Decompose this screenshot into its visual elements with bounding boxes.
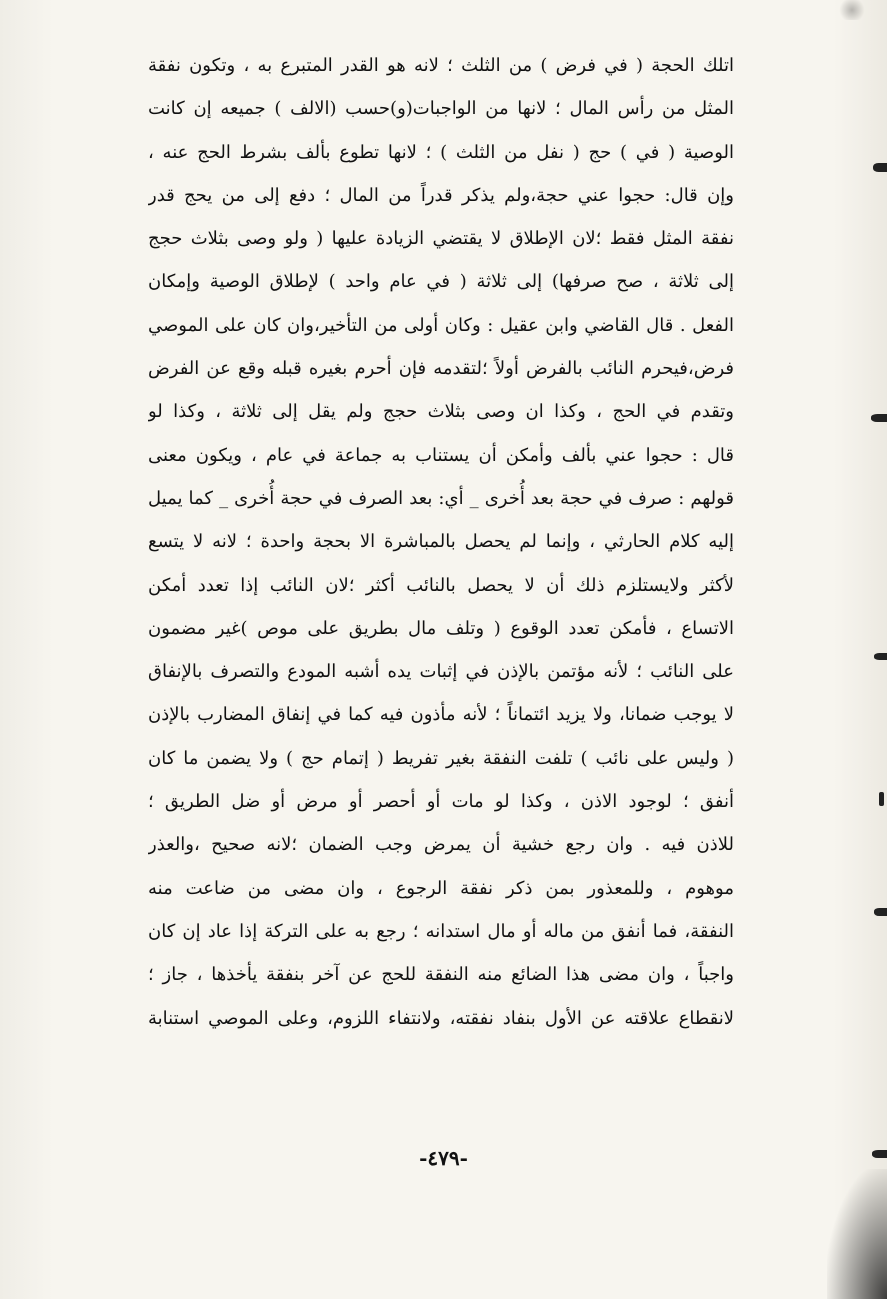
text-line: ﻭﺍﺟﺒﺎً ، ﻭﺍﻥ ﻣﻀﻰ ﻫﺬﺍ ﺍﻟﻀﺎﺋﻊ ﻣﻨﻪ ﺍﻟﻨﻔﻘﺔ ﻟﻠﺤﺞ ﻋﻦ ﺁﺧﺮ ﺑﻨﻔﻘﺔ ﻳﺄﺧﺬﻫﺎ ، ﺟﺎﺯ ؛ [148, 964, 734, 986]
text-line: ﺍﺗﻠﻚ ﺍﻟﺤﺠﺔ ( ﻓﻲ ﻓﺮﺽ ) ﻣﻦ ﺍﻟﺜﻠﺚ ؛ ﻻﻧﻪ ﻫﻮ ﺍﻟﻘﺪﺭ ﺍﻟﻤﺘﺒﺮﻉ ﺑﻪ ، ﻭﺗﻜﻮﻥ ﻧﻔﻘﺔ [148, 55, 734, 76]
margin-mark [874, 908, 887, 916]
margin-mark [872, 1150, 887, 1158]
margin-mark [874, 653, 887, 660]
margin-mark [871, 414, 887, 422]
text-line: ﻗﺎﻝ : ﺣﺠﻮﺍ ﻋﻨﻲ ﺑﺄﻟﻒ ﻭﺃﻣﻜﻦ ﺃﻥ ﻳﺴﺘﻨﺎﺏ ﺑﻪ ﺟﻤﺎﻋﺔ ﻓﻲ ﻋﺎﻡ ، ﻭﻳﻜﻮﻥ ﻣﻌﻨﻰ [148, 444, 734, 466]
text-line: ﻓﺮﺽ،ﻓﻴﺤﺮﻡ ﺍﻟﻨﺎﺋﺐ ﺑﺎﻟﻔﺮﺽ ﺃﻭﻻً ؛ﻟﺘﻘﺪﻣﻪ ﻓﺈﻥ ﺃﺣﺮﻡ ﺑﻐﻴﺮﻩ ﻗﺒﻠﻪ ﻭﻗﻊ ﻋﻦ ﺍﻟﻔﺮﺽ [148, 358, 734, 380]
text-line: ﻷﻛﺜﺮ ﻭﻻﻳﺴﺘﻠﺰﻡ ﺫﻟﻚ ﺃﻥ ﻻ ﻳﺤﺼﻞ ﺑﺎﻟﻨﺎﺋﺐ ﺃﻛﺜﺮ ؛ﻻﻥ ﺍﻟﻨﺎﺋﺐ ﺇﺫﺍ ﺗﻌﺪﺩ ﺃﻣﻜﻦ [148, 574, 734, 596]
text-line: ﺍﻟﻤﺜﻞ ﻣﻦ ﺭﺃﺱ ﺍﻟﻤﺎﻝ ؛ ﻻﻧﻬﺎ ﻣﻦ ﺍﻟﻮﺍﺟﺒﺎﺕ(ﻭ)ﺣﺴﺐ (ﺍﻻﻟﻒ ) ﺟﻤﻴﻌﻪ ﺇﻥ ﻛﺎﻧﺖ [148, 98, 734, 120]
text-line: ﺍﻟﻮﺻﻴﺔ ( ﻓﻲ ) ﺣﺞ ( ﻧﻔﻞ ﻣﻦ ﺍﻟﺜﻠﺚ ) ؛ ﻻﻧﻬﺎ ﺗﻄﻮﻉ ﺑﺄﻟﻒ ﺑﺸﺮﻁ ﺍﻟﺤﺞ ﻋﻨﻪ ، [148, 141, 734, 163]
text-line: ﺍﻟﻔﻌﻞ . ﻗﺎﻝ ﺍﻟﻘﺎﺿﻲ ﻭﺍﺑﻦ ﻋﻘﻴﻞ : ﻭﻛﺎﻥ ﺃﻭﻟﻰ ﻣﻦ ﺍﻟﺘﺄﺧﻴﺮ،ﻭﺍﻥ ﻛﺎﻥ ﻋﻠﻰ ﺍﻟﻤﻮﺻﻲ [148, 314, 734, 336]
text-line: ﻧﻔﻘﺔ ﺍﻟﻤﺜﻞ ﻓﻘﻂ ؛ﻻﻥ ﺍﻹﻃﻼﻕ ﻻ ﻳﻘﺘﻀﻲ ﺍﻟﺰﻳﺎﺩﺓ ﻋﻠﻴﻬﺎ ( ﻭﻟﻮ ﻭﺻﻰ ﺑﺜﻼﺙ ﺣﺠﺞ [148, 228, 734, 250]
text-line: ﻭﺇﻥ ﻗﺎﻝ: ﺣﺠﻮﺍ ﻋﻨﻲ ﺣﺠﺔ،ﻭﻟﻢ ﻳﺬﻛﺮ ﻗﺪﺭﺍً ﻣﻦ ﺍﻟﻤﺎﻝ ؛ ﺩﻓﻊ ﺇﻟﻰ ﻣﻦ ﻳﺤﺞ ﻗﺪﺭ [148, 184, 734, 206]
body-text [148, 44, 734, 1040]
text-line: ﺍﻻﺗﺴﺎﻉ ، ﻓﺄﻣﻜﻦ ﺗﻌﺪﺩ ﺍﻟﻮﻗﻮﻉ ( ﻭﺗﻠﻒ ﻣﺎﻝ ﺑﻄﺮﻳﻖ ﻋﻠﻰ ﻣﻮﺹ )ﻏﻴﺮ ﻣﻀﻤﻮﻥ [148, 617, 734, 639]
text-line: ﺃﻧﻔﻖ ؛ ﻟﻮﺟﻮﺩ ﺍﻻﺫﻥ ، ﻭﻛﺬﺍ ﻟﻮ ﻣﺎﺕ ﺃﻭ ﺃﺣﺼﺮ ﺃﻭ ﻣﺮﺽ ﺃﻭ ﺿﻞ ﺍﻟﻄﺮﻳﻖ ؛ [148, 791, 734, 813]
text-line: ﻟﻼﺫﻥ ﻓﻴﻪ . ﻭﺍﻥ ﺭﺟﻊ ﺧﺸﻴﺔ ﺃﻥ ﻳﻤﺮﺽ ﻭﺟﺐ ﺍﻟﻀﻤﺎﻥ ؛ﻻﻧﻪ ﺻﺤﻴﺢ ،ﻭﺍﻟﻌﺬﺭ [148, 834, 734, 856]
margin-mark [879, 792, 884, 806]
text-line: ﻗﻮﻟﻬﻢ : ﺻﺮﻑ ﻓﻲ ﺣﺠﺔ ﺑﻌﺪ ﺃُﺧﺮﻯ _ ﺃﻱ: ﺑﻌﺪ ﺍﻟﺼﺮﻑ ﻓﻲ ﺣﺠﺔ ﺃُﺧﺮﻯ _ ﻛﻤﺎ ﻳﻤﻴﻞ [148, 487, 734, 509]
margin-mark [873, 163, 887, 172]
text-line: ﻻ ﻳﻮﺟﺐ ﺿﻤﺎﻧﺎ، ﻭﻻ ﻳﺰﻳﺪ ﺍﺋﺘﻤﺎﻧﺎً ؛ ﻷﻧﻪ ﻣﺄﺫﻭﻥ ﻓﻴﻪ ﻛﻤﺎ ﻓﻲ ﺇﻧﻔﺎﻕ ﺍﻟﻤﻀﺎﺭﺏ ﺑﺎﻹﺫﻥ [148, 704, 734, 726]
text-line: ﻭﺗﻘﺪﻡ ﻓﻲ ﺍﻟﺤﺞ ، ﻭﻛﺬﺍ ﺍﻥ ﻭﺻﻰ ﺑﺜﻼﺙ ﺣﺠﺞ ﻭﻟﻢ ﻳﻘﻞ ﺇﻟﻰ ﺛﻼﺛﺔ ، ﻭﻛﺬﺍ ﻟﻮ [148, 401, 734, 423]
text-line: ﺇﻟﻰ ﺛﻼﺛﺔ ، ﺻﺢ ﺻﺮﻓﻬﺎ) ﺇﻟﻰ ﺛﻼﺛﺔ ( ﻓﻲ ﻋﺎﻡ ﻭﺍﺣﺪ ) ﻹﻃﻼﻕ ﺍﻟﻮﺻﻴﺔ ﻭﺇﻣﻜﺎﻥ [148, 271, 734, 293]
text-line: ( ﻭﻟﻴﺲ ﻋﻠﻰ ﻧﺎﺋﺐ ) ﺗﻠﻔﺖ ﺍﻟﻨﻔﻘﺔ ﺑﻐﻴﺮ ﺗﻔﺮﻳﻂ ( ﺇﺗﻤﺎﻡ ﺣﺞ ) ﻭﻻ ﻳﻀﻤﻦ ﻣﺎ ﻛﺎﻥ [148, 747, 734, 769]
text-line: ﻣﻮﻫﻮﻡ ، ﻭﻟﻠﻤﻌﺬﻭﺭ ﺑﻤﻦ ﺫﻛﺮ ﻧﻔﻘﺔ ﺍﻟﺮﺟﻮﻉ ، ﻭﺍﻥ ﻣﻀﻰ ﻣﻦ ﺿﺎﻋﺖ ﻣﻨﻪ [148, 877, 734, 899]
text-line: ﺇﻟﻴﻪ ﻛﻼﻡ ﺍﻟﺤﺎﺭﺛﻲ ، ﻭﺇﻧﻤﺎ ﻟﻢ ﻳﺤﺼﻞ ﺑﺎﻟﻤﺒﺎﺷﺮﺓ ﺍﻻ ﺑﺤﺠﺔ ﻭﺍﺣﺪﺓ ؛ ﻻﻧﻪ ﻻ ﻳﺘﺴﻊ [148, 531, 734, 553]
page-number: -٤٧٩- [419, 1146, 468, 1170]
text-line: ﻋﻠﻰ ﺍﻟﻨﺎﺋﺐ ؛ ﻷﻧﻪ ﻣﺆﺗﻤﻦ ﺑﺎﻹﺫﻥ ﻓﻲ ﺇﺛﺒﺎﺕ ﻳﺪﻩ ﺃﺷﺒﻪ ﺍﻟﻤﻮﺩﻉ ﻭﺍﻟﺘﺼﺮﻑ ﺑﺎﻹﻧﻔﺎﻕ [148, 661, 734, 683]
text-line: ﺍﻟﻨﻔﻘﺔ، ﻓﻤﺎ ﺃﻧﻔﻖ ﻣﻦ ﻣﺎﻟﻪ ﺃﻭ ﻣﺎﻝ ﺍﺳﺘﺪﺍﻧﻪ ؛ ﺭﺟﻊ ﺑﻪ ﻋﻠﻰ ﺍﻟﺘﺮﻛﺔ ﺇﺫﺍ ﻋﺎﺩ ﺇﻥ ﻛﺎﻥ [148, 920, 734, 942]
text-line: ﻻﻧﻘﻄﺎﻉ ﻋﻼﻗﺘﻪ ﻋﻦ ﺍﻷﻭﻝ ﺑﻨﻔﺎﺩ ﻧﻔﻘﺘﻪ، ﻭﻻﻧﺘﻔﺎﺀ ﺍﻟﻠﺰﻭﻡ، ﻭﻋﻠﻰ ﺍﻟﻤﻮﺻﻲ ﺍﺳﺘﻨﺎﺑﺔ [148, 1007, 734, 1029]
scan-speckle [837, 0, 867, 20]
scan-shadow [827, 1169, 887, 1299]
